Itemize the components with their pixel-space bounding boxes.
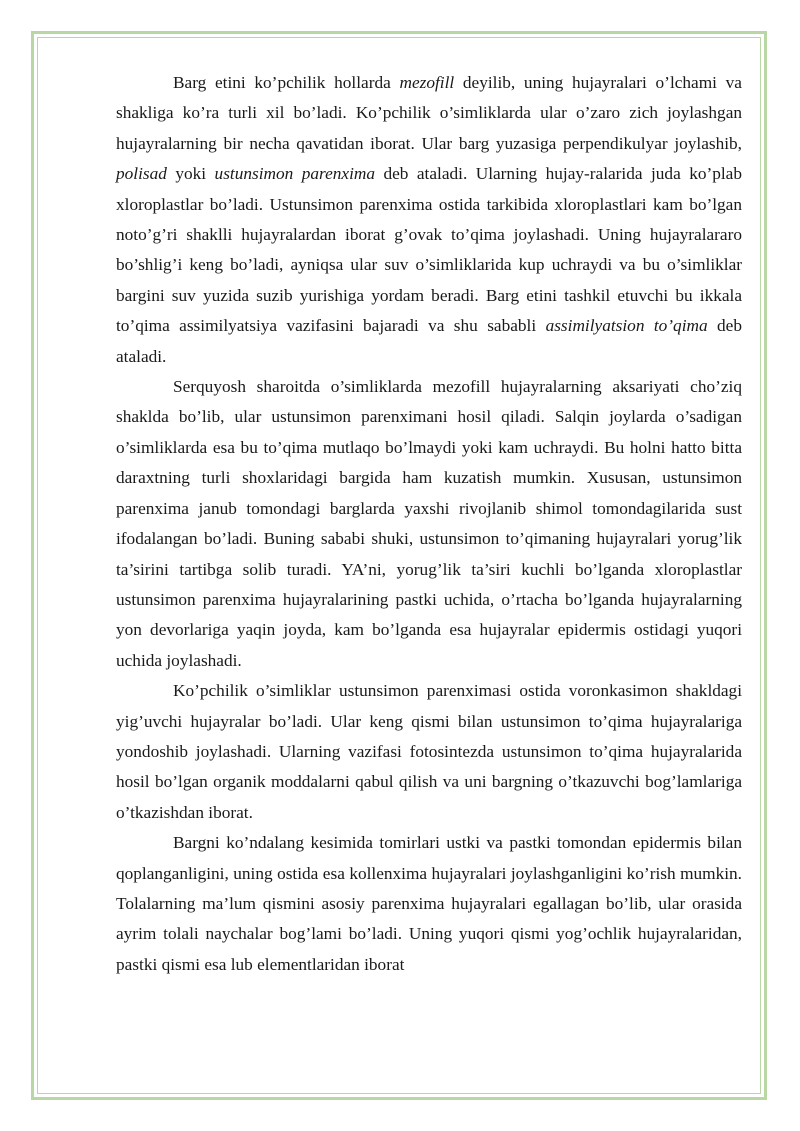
document-body <box>116 68 742 980</box>
term-assimilyatsion-toqima: assimilyatsion to’qima <box>545 316 708 336</box>
term-mezofill: mezofill <box>399 73 455 92</box>
text-run: Bargni ko’ndalang kesimida tomirlari ustki va pastki tomondan epidermis bilan qoplanganligini, uning ostida esa kollenxima hujayralari joylashganligini ko’rish mumkin. Tolalarning ma’lum qismini asosiy parenxima hujayralari egallagan bo’lib, ular orasida ayrim tolali naychalar bog’lami bo’ladi. Uning yuqori qismi yog’ochlik hujayralaridan, pastki qismi esa lub elementlaridan iborat <box>116 833 742 974</box>
paragraph-mezofill <box>116 68 742 372</box>
paragraph-serquyosh <box>116 372 742 676</box>
term-polisad: polisad <box>116 164 167 184</box>
paragraph-kondalang-kesim <box>116 828 742 980</box>
term-ustunsimon-parenxima: ustunsimon parenxima <box>214 164 376 184</box>
text-run: yoki <box>166 164 215 184</box>
text-run: deyilib, uning hujayralari o’lchami va shakliga ko’ra turli xil bo’ladi. Ko’pchilik o’simliklarda ular o’zaro zich joylashgan hujayralarning bir necha qavatidan iborat. Ular barg yuzasiga perpendikulyar joylashib, <box>116 73 742 153</box>
paragraph-voronkasimon <box>116 676 742 828</box>
text-run: Barg etini ko’pchilik hollarda <box>173 73 400 92</box>
text-run: Ko’pchilik o’simliklar ustunsimon parenximasi ostida voronkasimon shakldagi yig’uvchi hujayralar bo’ladi. Ular keng qismi bilan ustunsimon to’qima hujayralariga yondoshib joylashadi. Ularning vazifasi fotosintezda ustunsimon to’qima hujayralarida hosil bo’lgan organik moddalarni qabul qilish va uni bargning o’tkazuvchi bog’lamlariga o’tkazishdan iborat. <box>116 681 742 822</box>
text-run: deb ataladi. Ularning hujay-ralarida juda ko’plab xloroplastlar bo’ladi. Ustunsimon parenxima ostida tarkibida xloroplastlari kam bo’lgan noto’g’ri shaklli hujayralardan iborat g’ovak to’qima joylashadi. Uning hujayralararo bo’shlig’i keng bo’ladi, ayniqsa ular suv o’simliklarida kup uchraydi va bu o’simliklar bargini suv yuzida suzib yurishiga yordam beradi. Barg etini tashkil etuvchi bu ikkala to’qima assimilyatsiya vazifasini bajaradi va shu sababli <box>116 164 742 336</box>
text-run: deb ataladi. <box>116 316 742 366</box>
text-run: Serquyosh sharoitda o’simliklarda mezofill hujayralarning aksariyati cho’ziq shaklda bo’lib, ular ustunsimon parenximani hosil qiladi. Salqin joylarda o’sadigan o’simliklarda esa bu to’qima mutlaqo bo’lmaydi yoki kam uchraydi. Bu holni hatto bitta daraxtning turli shoxlaridagi bargida ham kuzatish mumkin. Xususan, ustunsimon parenxima janub tomondagi barglarda yaxshi rivojlanib shimol tomondagilarida sust ifodalangan bo’ladi. Buning sababi shuki, ustunsimon to’qimaning hujayralari yorug’lik ta’sirini tartibga solib turadi. YA’ni, yorug’lik ta’siri kuchli bo’lganda xloroplastlar ustunsimon parenxima hujayralarining pastki uchida, o’rtacha bo’lganda hujayralarning yon devorlariga yaqin joyda, kam bo’lganda esa hujayralar epidermis ostidagi yuqori uchida joylashadi. <box>116 377 742 670</box>
